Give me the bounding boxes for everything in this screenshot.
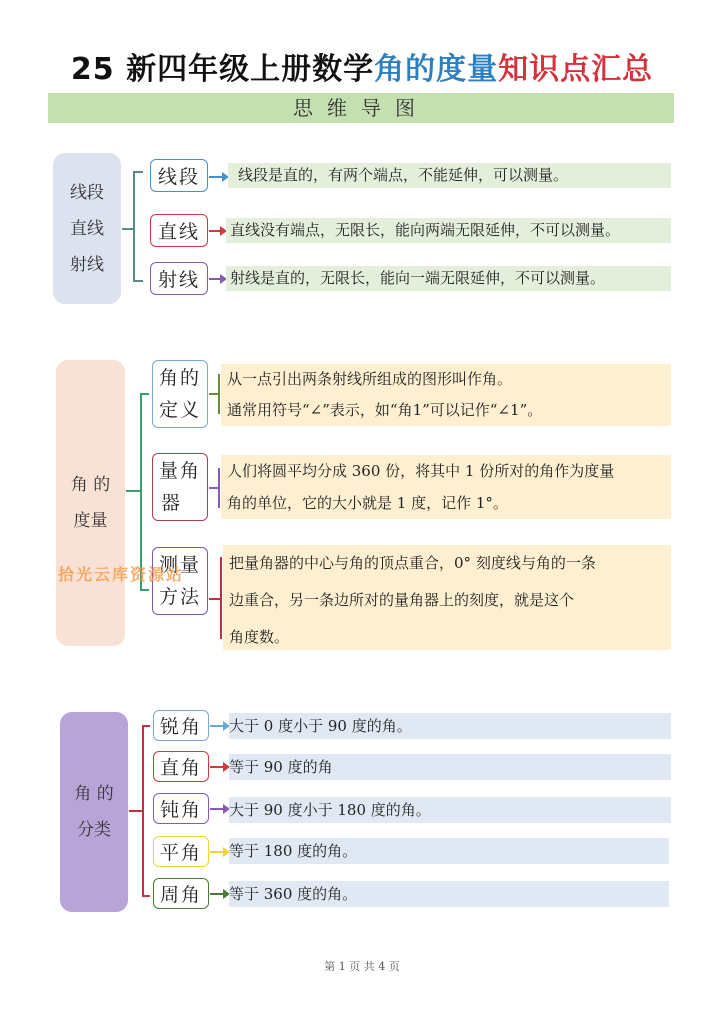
bracket-tick xyxy=(142,725,150,727)
node-angle-definition: 角的 定义 xyxy=(152,360,208,428)
bracket xyxy=(218,468,220,508)
node-protractor: 量角 器 xyxy=(152,453,208,521)
node-straight-angle: 平角 xyxy=(153,836,209,867)
bracket xyxy=(142,725,144,896)
bracket-tick xyxy=(133,171,143,173)
node-line-segment: 线段 xyxy=(150,159,208,192)
page-title xyxy=(0,44,724,88)
desc-right-angle: 等于 90 度的角 xyxy=(229,754,671,780)
node-measure-method: 测量 方法 xyxy=(152,547,208,615)
desc-measure-method: 把量角器的中心与角的顶点重合，0° 刻度线与角的一条 边重合，另一条边所对的量角器上的刻度，就是这个 角度数。 xyxy=(223,545,671,650)
bracket xyxy=(133,171,135,281)
bracket-tick xyxy=(140,589,149,591)
arrow-right-icon xyxy=(209,176,227,178)
desc-straight-angle: 等于 180 度的角。 xyxy=(229,838,669,864)
desc-line-segment: 线段是直的，有两个端点，不能延伸，可以测量。 xyxy=(228,163,671,188)
node-full-angle: 周角 xyxy=(153,878,209,909)
desc-angle-definition: 从一点引出两条射线所组成的图形叫作角。 通常用符号“∠”表示，如“角1”可以记作“∠1”。 xyxy=(221,364,671,426)
node-straight-line: 直线 xyxy=(150,214,208,247)
node-acute-angle: 锐角 xyxy=(153,710,209,741)
bracket xyxy=(140,393,142,590)
desc-straight-line: 直线没有端点，无限长，能向两端无限延伸，不可以测量。 xyxy=(226,218,671,243)
category-label: 分类 xyxy=(77,820,111,840)
desc-protractor: 人们将圆平均分成 360 份，将其中 1 份所对的角作为度量 角的单位，它的大小就是 1 度，记作 1°。 xyxy=(221,455,671,519)
arrow-right-icon xyxy=(210,766,228,768)
bracket xyxy=(218,374,220,414)
subtitle-banner: 思维导图 xyxy=(48,93,674,123)
category-label: 角 的 xyxy=(70,475,111,495)
category-angle-measure xyxy=(56,360,125,646)
desc-ray: 射线是直的，无限长，能向一端无限延伸，不可以测量。 xyxy=(226,266,671,291)
arrow-right-icon xyxy=(210,893,228,895)
category-label: 度量 xyxy=(73,511,108,531)
desc-obtuse-angle: 大于 90 度小于 180 度的角。 xyxy=(229,797,671,823)
connector xyxy=(129,810,143,812)
arrow-right-icon xyxy=(210,725,228,727)
watermark: 拾光云库资源站 xyxy=(58,565,185,584)
arrow-right-icon xyxy=(210,851,228,853)
bracket-tick xyxy=(133,280,143,282)
category-label: 直线 xyxy=(70,218,104,239)
title-part-1: 25 新四年级上册数学 xyxy=(70,52,375,87)
page-footer: 第 1 页 共 4 页 xyxy=(324,960,400,973)
title-part-2: 角的度量 xyxy=(374,52,499,87)
arrow-right-icon xyxy=(209,230,225,232)
node-right-angle: 直角 xyxy=(153,751,209,782)
category-lines xyxy=(53,153,121,304)
bracket-tick xyxy=(142,895,150,897)
node-ray: 射线 xyxy=(150,262,208,295)
desc-full-angle: 等于 360 度的角。 xyxy=(229,881,669,907)
node-obtuse-angle: 钝角 xyxy=(153,793,209,824)
arrow-right-icon xyxy=(210,808,228,810)
bracket-tick xyxy=(140,393,149,395)
arrow-right-icon xyxy=(209,278,225,280)
bracket xyxy=(220,557,222,639)
category-label: 射线 xyxy=(70,254,104,275)
title-part-3: 知识点汇总 xyxy=(498,52,654,87)
desc-acute-angle: 大于 0 度小于 90 度的角。 xyxy=(229,713,671,739)
category-label: 线段 xyxy=(70,182,104,203)
category-angle-types xyxy=(60,712,128,912)
category-label: 角 的 xyxy=(74,784,114,804)
